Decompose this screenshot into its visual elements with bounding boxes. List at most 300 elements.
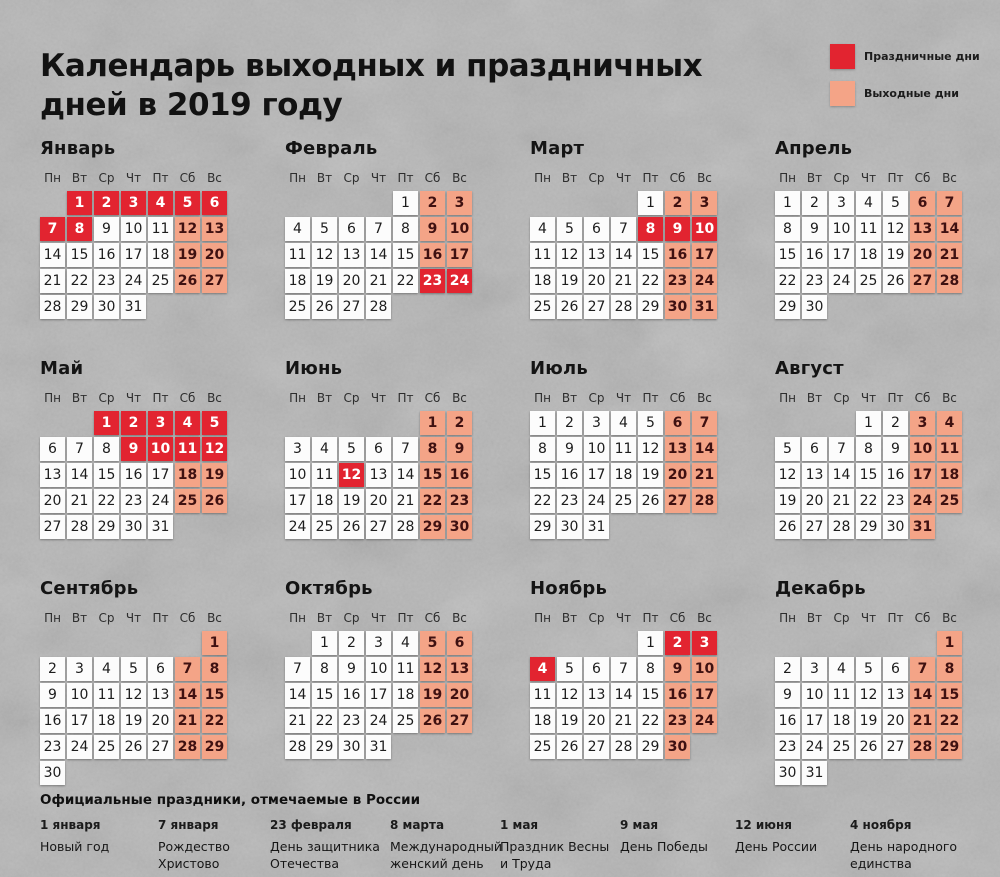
day-cell: 12 bbox=[856, 683, 881, 707]
day-cell: 10 bbox=[148, 437, 173, 461]
day-cell: 1 bbox=[67, 191, 92, 215]
weekday-label: Чт bbox=[370, 391, 387, 405]
day-cell: 4 bbox=[611, 411, 636, 435]
day-cell: 10 bbox=[121, 217, 146, 241]
day-cell: 25 bbox=[829, 735, 854, 759]
day-cell: 27 bbox=[910, 269, 935, 293]
day-cell: 20 bbox=[883, 709, 908, 733]
weekday-label: Сб bbox=[179, 611, 196, 625]
empty-cell bbox=[557, 191, 582, 215]
day-cell: 11 bbox=[530, 243, 555, 267]
weekday-label: Вс bbox=[697, 171, 712, 185]
day-cell: 9 bbox=[665, 217, 690, 241]
month-11 bbox=[530, 578, 718, 798]
day-cell: 23 bbox=[802, 269, 827, 293]
day-cell: 17 bbox=[692, 683, 717, 707]
weekday-label: Пн bbox=[289, 611, 306, 625]
weekday-label: Сб bbox=[424, 391, 441, 405]
day-cell: 22 bbox=[856, 489, 881, 513]
holiday-name: День России bbox=[735, 839, 818, 854]
empty-cell bbox=[312, 411, 337, 435]
day-cell: 19 bbox=[883, 243, 908, 267]
empty-cell bbox=[339, 191, 364, 215]
day-cell: 7 bbox=[829, 437, 854, 461]
holiday-date: 4 ноября bbox=[850, 818, 912, 832]
day-cell: 1 bbox=[312, 631, 337, 655]
weekday-header-row bbox=[775, 391, 963, 405]
day-cell: 6 bbox=[447, 631, 472, 655]
day-cell: 20 bbox=[40, 489, 65, 513]
day-cell: 18 bbox=[856, 243, 881, 267]
weekday-header-row bbox=[530, 391, 718, 405]
empty-cell bbox=[366, 191, 391, 215]
day-cell: 16 bbox=[447, 463, 472, 487]
day-cell: 14 bbox=[937, 217, 962, 241]
day-cell: 31 bbox=[366, 735, 391, 759]
day-cell: 20 bbox=[339, 269, 364, 293]
day-cell: 25 bbox=[937, 489, 962, 513]
day-cell: 14 bbox=[366, 243, 391, 267]
day-cell: 1 bbox=[638, 191, 663, 215]
day-cell: 3 bbox=[67, 657, 92, 681]
day-cell: 10 bbox=[285, 463, 310, 487]
weekday-label: Вт bbox=[316, 391, 333, 405]
day-cell: 29 bbox=[420, 515, 445, 539]
day-cell: 2 bbox=[420, 191, 445, 215]
weekday-label: Чт bbox=[860, 171, 877, 185]
day-cell: 2 bbox=[665, 631, 690, 655]
day-cell: 7 bbox=[937, 191, 962, 215]
day-cell: 9 bbox=[557, 437, 582, 461]
empty-cell bbox=[67, 631, 92, 655]
day-cell: 21 bbox=[67, 489, 92, 513]
weekday-label: Ср bbox=[833, 171, 850, 185]
day-cell: 9 bbox=[121, 437, 146, 461]
day-cell: 3 bbox=[692, 191, 717, 215]
weekday-label: Чт bbox=[370, 611, 387, 625]
day-cell: 4 bbox=[937, 411, 962, 435]
day-cell: 20 bbox=[202, 243, 227, 267]
month-7 bbox=[530, 358, 718, 578]
holiday-color-swatch bbox=[830, 44, 855, 69]
empty-cell bbox=[584, 191, 609, 215]
day-cell: 20 bbox=[584, 709, 609, 733]
month-2 bbox=[285, 138, 473, 358]
weekday-label: Пн bbox=[44, 171, 61, 185]
month-8 bbox=[775, 358, 963, 578]
day-cell: 7 bbox=[366, 217, 391, 241]
day-cell: 10 bbox=[366, 657, 391, 681]
weekday-label: Вс bbox=[207, 171, 222, 185]
day-cell: 10 bbox=[910, 437, 935, 461]
day-cell: 3 bbox=[148, 411, 173, 435]
weekday-label: Пт bbox=[397, 611, 414, 625]
weekday-label: Вт bbox=[71, 391, 88, 405]
day-cell: 23 bbox=[447, 489, 472, 513]
month-title: Июль bbox=[530, 358, 588, 379]
day-cell: 23 bbox=[665, 709, 690, 733]
official-holidays-heading: Официальные праздники, отмечаемые в России bbox=[40, 792, 421, 808]
weekday-header-row bbox=[530, 611, 718, 625]
day-cell: 17 bbox=[366, 683, 391, 707]
day-cell: 10 bbox=[67, 683, 92, 707]
day-cell: 20 bbox=[148, 709, 173, 733]
day-cell: 9 bbox=[94, 217, 119, 241]
month-1 bbox=[40, 138, 228, 358]
weekday-label: Пн bbox=[289, 171, 306, 185]
month-6 bbox=[285, 358, 473, 578]
day-cell: 18 bbox=[148, 243, 173, 267]
day-cell: 12 bbox=[883, 217, 908, 241]
day-cell: 25 bbox=[94, 735, 119, 759]
legend-row-weekends bbox=[830, 81, 995, 106]
day-cell: 13 bbox=[883, 683, 908, 707]
day-cell: 9 bbox=[665, 657, 690, 681]
day-cell: 29 bbox=[937, 735, 962, 759]
day-cell: 22 bbox=[312, 709, 337, 733]
day-cell: 8 bbox=[638, 657, 663, 681]
day-cell: 5 bbox=[121, 657, 146, 681]
day-cell: 13 bbox=[584, 243, 609, 267]
weekday-label: Вт bbox=[561, 611, 578, 625]
day-cell: 8 bbox=[638, 217, 663, 241]
day-cell: 27 bbox=[665, 489, 690, 513]
weekday-label: Пт bbox=[397, 171, 414, 185]
day-grid bbox=[40, 191, 228, 319]
weekday-label: Вт bbox=[806, 611, 823, 625]
day-cell: 13 bbox=[665, 437, 690, 461]
day-cell: 22 bbox=[420, 489, 445, 513]
day-cell: 8 bbox=[312, 657, 337, 681]
day-cell: 6 bbox=[366, 437, 391, 461]
weekday-label: Пт bbox=[887, 391, 904, 405]
weekday-label: Сб bbox=[669, 171, 686, 185]
holiday-date: 1 января bbox=[40, 818, 101, 832]
holiday-name: Международный женский день bbox=[390, 839, 502, 871]
legend-label-weekends: Выходные дни bbox=[864, 87, 959, 100]
day-cell: 16 bbox=[883, 463, 908, 487]
holiday-item bbox=[40, 818, 158, 873]
day-cell: 18 bbox=[285, 269, 310, 293]
day-cell: 11 bbox=[937, 437, 962, 461]
day-cell: 12 bbox=[339, 463, 364, 487]
day-cell: 29 bbox=[67, 295, 92, 319]
day-cell: 7 bbox=[67, 437, 92, 461]
day-cell: 26 bbox=[202, 489, 227, 513]
weekday-label: Вс bbox=[452, 391, 467, 405]
day-cell: 4 bbox=[175, 411, 200, 435]
empty-cell bbox=[285, 191, 310, 215]
day-cell: 18 bbox=[530, 709, 555, 733]
day-cell: 23 bbox=[775, 735, 800, 759]
day-cell: 4 bbox=[393, 631, 418, 655]
day-grid bbox=[40, 411, 228, 539]
day-cell: 1 bbox=[420, 411, 445, 435]
day-cell: 4 bbox=[829, 657, 854, 681]
weekday-label: Пт bbox=[152, 391, 169, 405]
day-cell: 9 bbox=[775, 683, 800, 707]
day-cell: 31 bbox=[910, 515, 935, 539]
day-cell: 28 bbox=[937, 269, 962, 293]
day-cell: 14 bbox=[67, 463, 92, 487]
day-cell: 13 bbox=[802, 463, 827, 487]
day-cell: 24 bbox=[447, 269, 472, 293]
day-cell: 7 bbox=[692, 411, 717, 435]
official-holidays-section bbox=[40, 792, 985, 873]
day-cell: 28 bbox=[366, 295, 391, 319]
day-cell: 28 bbox=[393, 515, 418, 539]
empty-cell bbox=[285, 411, 310, 435]
day-cell: 6 bbox=[40, 437, 65, 461]
day-cell: 3 bbox=[584, 411, 609, 435]
day-cell: 10 bbox=[802, 683, 827, 707]
month-title: Ноябрь bbox=[530, 578, 608, 599]
day-cell: 5 bbox=[339, 437, 364, 461]
day-cell: 27 bbox=[339, 295, 364, 319]
day-cell: 9 bbox=[40, 683, 65, 707]
empty-cell bbox=[829, 631, 854, 655]
weekday-label: Вс bbox=[942, 391, 957, 405]
month-title: Август bbox=[775, 358, 844, 379]
day-cell: 7 bbox=[910, 657, 935, 681]
day-cell: 13 bbox=[910, 217, 935, 241]
weekday-label: Пн bbox=[44, 611, 61, 625]
day-cell: 26 bbox=[638, 489, 663, 513]
day-cell: 23 bbox=[557, 489, 582, 513]
day-cell: 2 bbox=[94, 191, 119, 215]
day-cell: 21 bbox=[40, 269, 65, 293]
day-cell: 6 bbox=[584, 657, 609, 681]
day-cell: 29 bbox=[312, 735, 337, 759]
day-cell: 28 bbox=[910, 735, 935, 759]
weekday-label: Ср bbox=[98, 611, 115, 625]
day-cell: 26 bbox=[121, 735, 146, 759]
day-cell: 5 bbox=[638, 411, 663, 435]
day-cell: 25 bbox=[393, 709, 418, 733]
day-cell: 31 bbox=[802, 761, 827, 785]
weekday-label: Сб bbox=[179, 391, 196, 405]
day-cell: 15 bbox=[530, 463, 555, 487]
holiday-item bbox=[500, 818, 620, 873]
day-cell: 23 bbox=[40, 735, 65, 759]
weekday-label: Сб bbox=[914, 171, 931, 185]
day-cell: 6 bbox=[584, 217, 609, 241]
day-cell: 30 bbox=[665, 295, 690, 319]
empty-cell bbox=[775, 411, 800, 435]
day-cell: 11 bbox=[393, 657, 418, 681]
day-cell: 30 bbox=[339, 735, 364, 759]
day-cell: 12 bbox=[638, 437, 663, 461]
day-cell: 7 bbox=[40, 217, 65, 241]
weekday-header-row bbox=[775, 611, 963, 625]
empty-cell bbox=[312, 191, 337, 215]
empty-cell bbox=[285, 631, 310, 655]
day-cell: 30 bbox=[802, 295, 827, 319]
day-cell: 5 bbox=[557, 217, 582, 241]
weekday-label: Пн bbox=[779, 171, 796, 185]
empty-cell bbox=[611, 631, 636, 655]
month-title: Февраль bbox=[285, 138, 378, 159]
day-cell: 21 bbox=[366, 269, 391, 293]
day-cell: 13 bbox=[40, 463, 65, 487]
day-cell: 4 bbox=[530, 657, 555, 681]
weekday-label: Вт bbox=[561, 391, 578, 405]
day-cell: 12 bbox=[175, 217, 200, 241]
day-cell: 12 bbox=[775, 463, 800, 487]
weekday-label: Пт bbox=[887, 611, 904, 625]
day-cell: 1 bbox=[937, 631, 962, 655]
weekday-header-row bbox=[40, 611, 228, 625]
weekday-label: Пт bbox=[152, 611, 169, 625]
official-holidays-list bbox=[40, 818, 985, 873]
month-title: Сентябрь bbox=[40, 578, 139, 599]
day-cell: 25 bbox=[312, 515, 337, 539]
weekday-header-row bbox=[775, 171, 963, 185]
day-cell: 28 bbox=[611, 735, 636, 759]
day-cell: 3 bbox=[285, 437, 310, 461]
day-cell: 4 bbox=[285, 217, 310, 241]
weekday-label: Ср bbox=[588, 171, 605, 185]
day-cell: 19 bbox=[638, 463, 663, 487]
day-cell: 5 bbox=[420, 631, 445, 655]
day-cell: 2 bbox=[665, 191, 690, 215]
day-cell: 17 bbox=[584, 463, 609, 487]
day-cell: 6 bbox=[148, 657, 173, 681]
day-cell: 31 bbox=[148, 515, 173, 539]
day-cell: 18 bbox=[530, 269, 555, 293]
empty-cell bbox=[148, 631, 173, 655]
empty-cell bbox=[802, 411, 827, 435]
day-cell: 21 bbox=[285, 709, 310, 733]
day-cell: 23 bbox=[339, 709, 364, 733]
weekday-label: Ср bbox=[343, 611, 360, 625]
day-cell: 18 bbox=[175, 463, 200, 487]
day-cell: 26 bbox=[856, 735, 881, 759]
day-cell: 12 bbox=[420, 657, 445, 681]
day-cell: 15 bbox=[420, 463, 445, 487]
day-cell: 5 bbox=[202, 411, 227, 435]
holiday-date: 23 февраля bbox=[270, 818, 352, 832]
day-cell: 14 bbox=[611, 683, 636, 707]
day-cell: 15 bbox=[67, 243, 92, 267]
day-cell: 30 bbox=[447, 515, 472, 539]
day-cell: 19 bbox=[856, 709, 881, 733]
day-cell: 1 bbox=[856, 411, 881, 435]
weekday-label: Пн bbox=[534, 171, 551, 185]
day-cell: 16 bbox=[557, 463, 582, 487]
month-5 bbox=[40, 358, 228, 578]
day-cell: 29 bbox=[638, 735, 663, 759]
day-cell: 6 bbox=[665, 411, 690, 435]
day-cell: 15 bbox=[393, 243, 418, 267]
weekday-label: Пн bbox=[779, 391, 796, 405]
weekday-label: Чт bbox=[615, 611, 632, 625]
empty-cell bbox=[40, 191, 65, 215]
day-cell: 16 bbox=[802, 243, 827, 267]
weekday-label: Ср bbox=[833, 391, 850, 405]
weekday-label: Сб bbox=[914, 391, 931, 405]
day-cell: 7 bbox=[175, 657, 200, 681]
weekday-header-row bbox=[40, 171, 228, 185]
day-cell: 27 bbox=[447, 709, 472, 733]
day-cell: 27 bbox=[202, 269, 227, 293]
day-cell: 3 bbox=[447, 191, 472, 215]
day-cell: 30 bbox=[94, 295, 119, 319]
day-cell: 14 bbox=[692, 437, 717, 461]
day-cell: 15 bbox=[312, 683, 337, 707]
day-cell: 1 bbox=[530, 411, 555, 435]
day-cell: 31 bbox=[584, 515, 609, 539]
day-cell: 22 bbox=[530, 489, 555, 513]
day-cell: 11 bbox=[829, 683, 854, 707]
day-cell: 3 bbox=[910, 411, 935, 435]
day-cell: 30 bbox=[557, 515, 582, 539]
day-cell: 30 bbox=[40, 761, 65, 785]
day-cell: 3 bbox=[366, 631, 391, 655]
day-cell: 29 bbox=[775, 295, 800, 319]
day-cell: 5 bbox=[175, 191, 200, 215]
day-cell: 12 bbox=[121, 683, 146, 707]
day-cell: 22 bbox=[775, 269, 800, 293]
day-cell: 11 bbox=[530, 683, 555, 707]
day-cell: 17 bbox=[910, 463, 935, 487]
weekday-label: Вт bbox=[561, 171, 578, 185]
day-cell: 19 bbox=[312, 269, 337, 293]
day-cell: 26 bbox=[557, 735, 582, 759]
weekday-label: Чт bbox=[125, 391, 142, 405]
weekday-label: Ср bbox=[343, 171, 360, 185]
day-cell: 10 bbox=[692, 217, 717, 241]
month-title: Май bbox=[40, 358, 84, 379]
day-cell: 4 bbox=[94, 657, 119, 681]
weekday-label: Вс bbox=[697, 391, 712, 405]
day-cell: 25 bbox=[175, 489, 200, 513]
empty-cell bbox=[910, 631, 935, 655]
day-cell: 29 bbox=[638, 295, 663, 319]
day-cell: 15 bbox=[937, 683, 962, 707]
day-cell: 2 bbox=[339, 631, 364, 655]
weekday-label: Ср bbox=[98, 391, 115, 405]
weekday-label: Вт bbox=[316, 171, 333, 185]
day-cell: 8 bbox=[937, 657, 962, 681]
day-cell: 29 bbox=[94, 515, 119, 539]
weekday-label: Вт bbox=[806, 391, 823, 405]
holiday-date: 8 марта bbox=[390, 818, 445, 832]
weekday-label: Чт bbox=[615, 391, 632, 405]
weekday-label: Вт bbox=[71, 171, 88, 185]
day-grid bbox=[285, 411, 473, 539]
day-cell: 25 bbox=[611, 489, 636, 513]
day-cell: 19 bbox=[420, 683, 445, 707]
day-cell: 5 bbox=[557, 657, 582, 681]
holiday-name: День народного единства bbox=[850, 839, 958, 871]
day-cell: 6 bbox=[910, 191, 935, 215]
empty-cell bbox=[883, 631, 908, 655]
weekday-label: Вт bbox=[806, 171, 823, 185]
day-cell: 2 bbox=[557, 411, 582, 435]
day-cell: 19 bbox=[775, 489, 800, 513]
day-grid bbox=[530, 411, 718, 539]
day-cell: 11 bbox=[175, 437, 200, 461]
day-cell: 2 bbox=[447, 411, 472, 435]
day-cell: 31 bbox=[121, 295, 146, 319]
weekday-label: Вт bbox=[71, 611, 88, 625]
day-cell: 5 bbox=[775, 437, 800, 461]
day-cell: 1 bbox=[638, 631, 663, 655]
weekday-label: Пт bbox=[642, 171, 659, 185]
day-cell: 5 bbox=[883, 191, 908, 215]
day-cell: 11 bbox=[148, 217, 173, 241]
